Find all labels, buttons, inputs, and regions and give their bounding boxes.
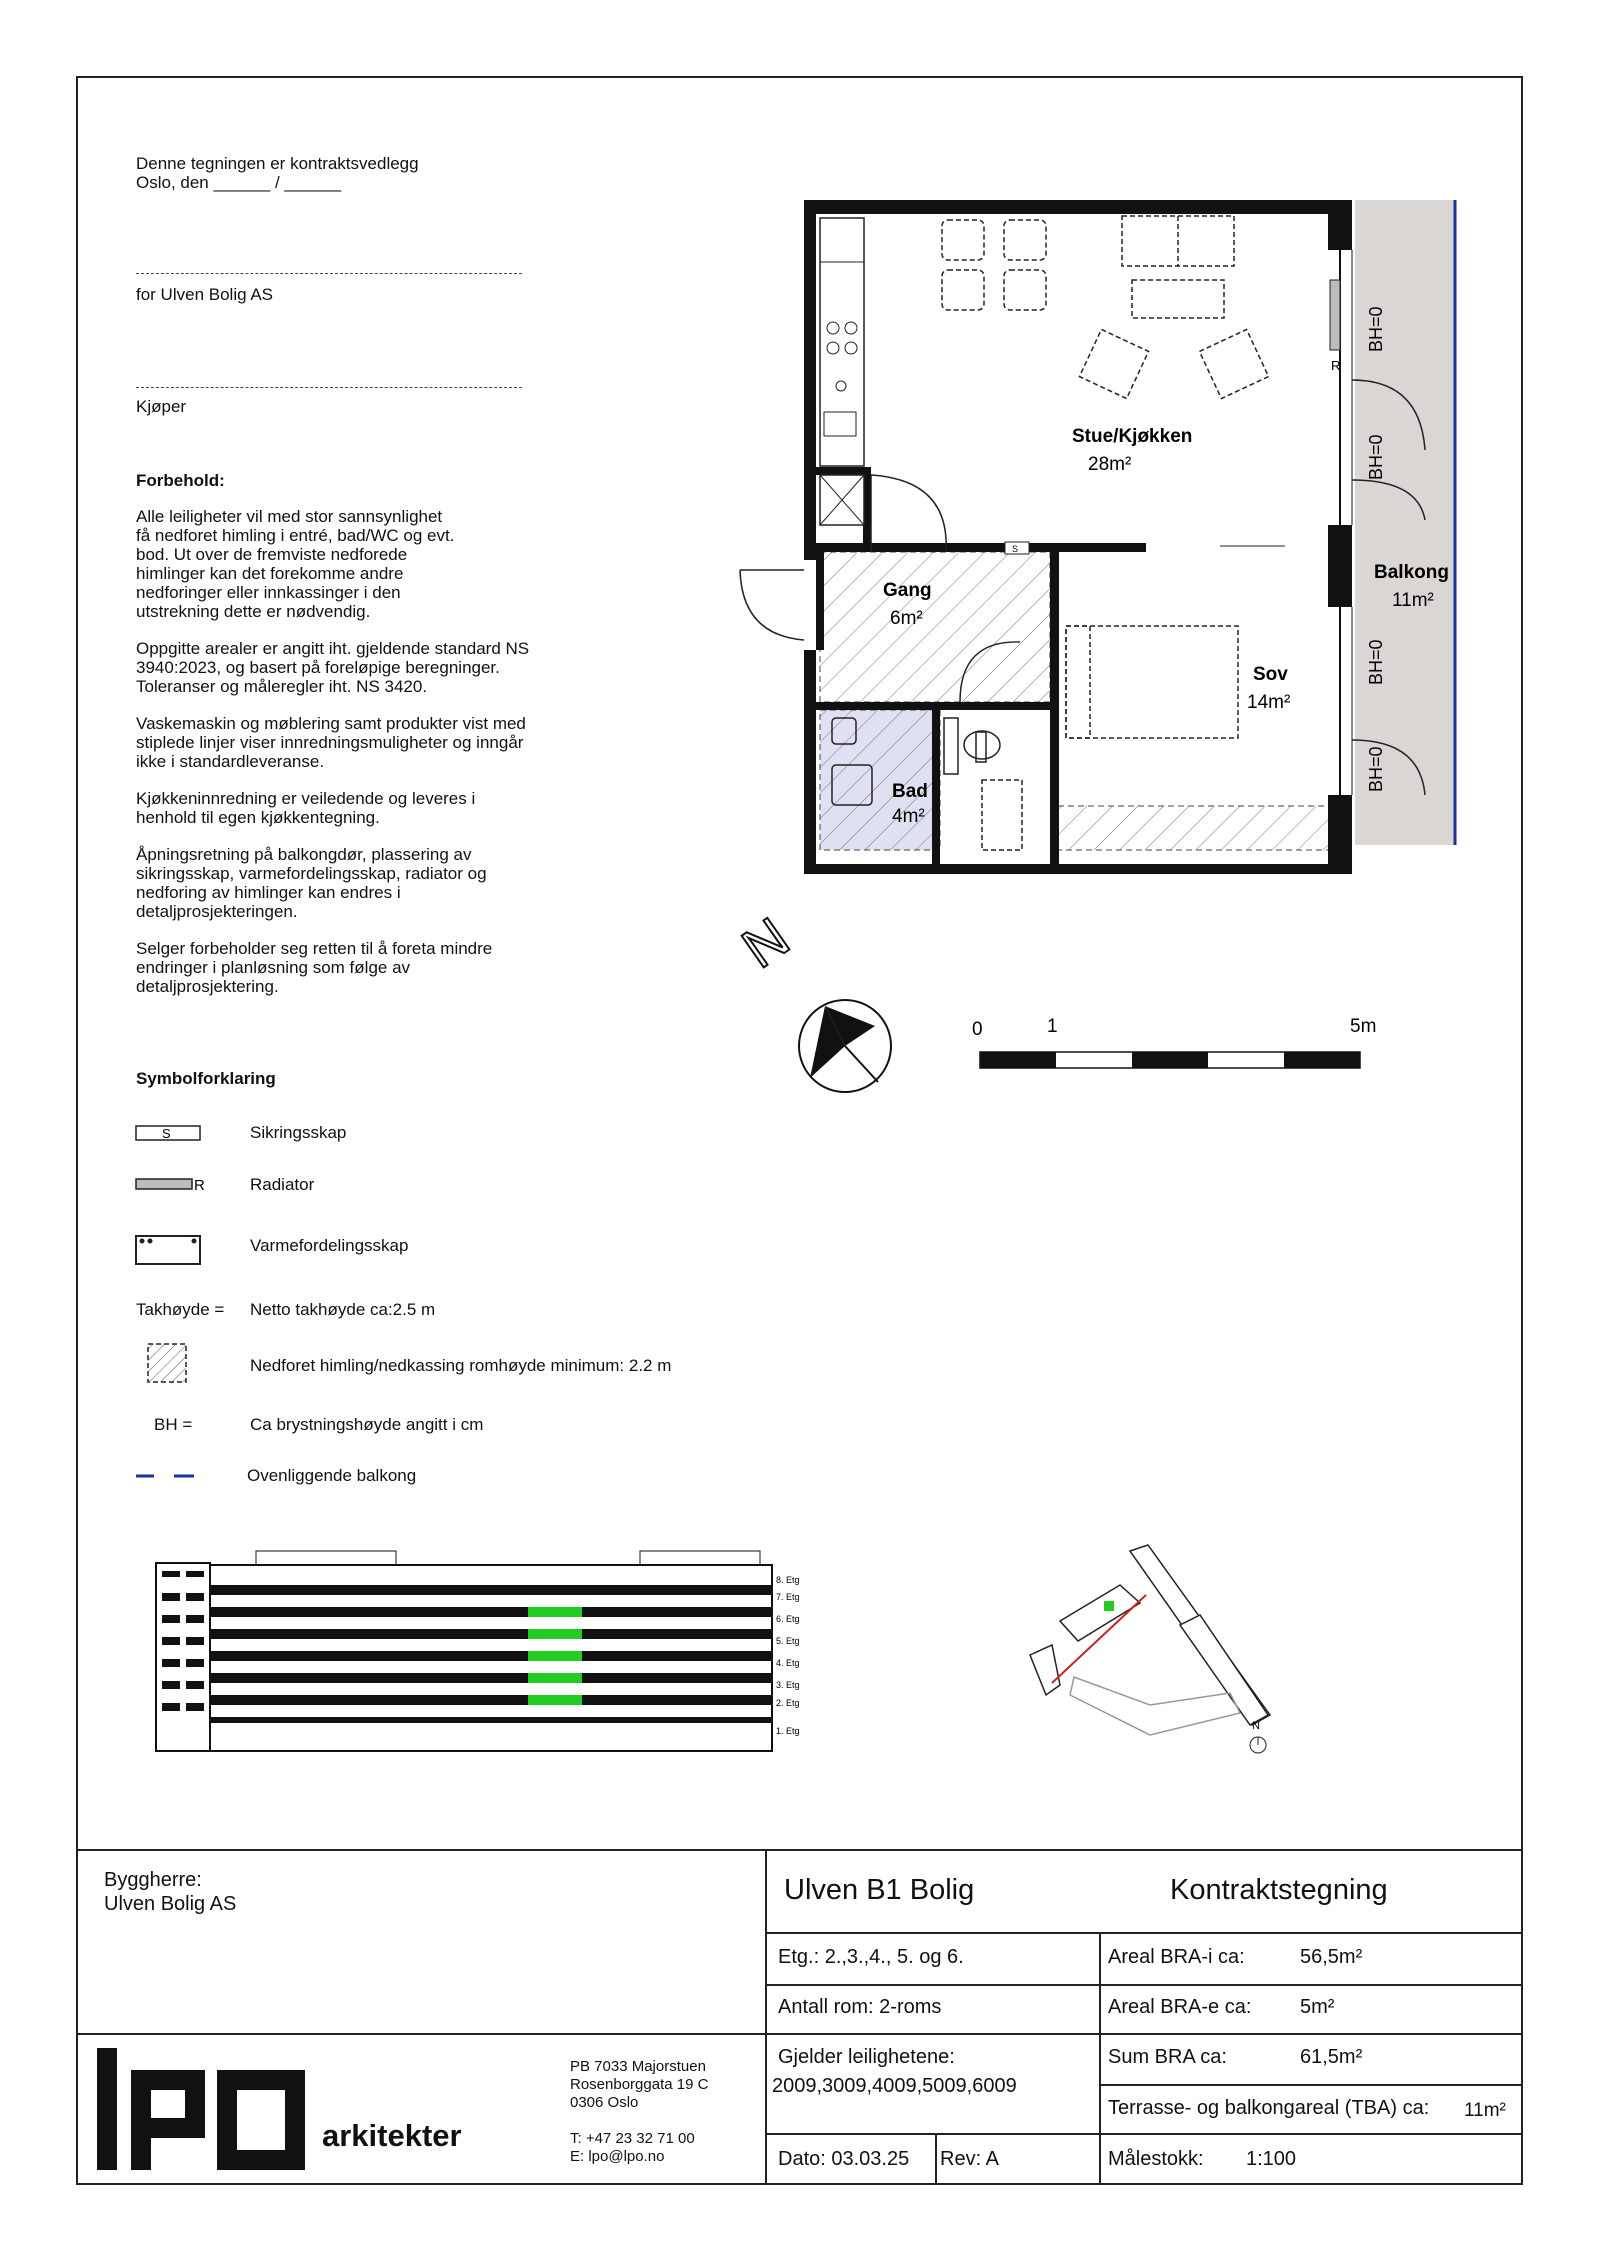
forbehold-line: ikke i standardleveranse. xyxy=(136,752,325,771)
malestokk-label: Målestokk: xyxy=(1108,2148,1204,2170)
legend-title: Symbolforklaring xyxy=(136,1069,276,1088)
dato-info xyxy=(778,2148,909,2171)
forbehold-paragraph xyxy=(136,789,576,827)
titleblock-divider xyxy=(765,2033,1523,2035)
bh-label: BH=0 xyxy=(1366,306,1386,352)
floor-label: 4. Etg xyxy=(776,1658,800,1668)
legend-takhoyde: Netto takhøyde ca:2.5 m xyxy=(250,1300,436,1319)
legend-bh-key: BH = xyxy=(154,1415,193,1434)
legend-takhoyde-key: Takhøyde = xyxy=(136,1300,225,1319)
firm-phone: T: +47 23 32 71 00 xyxy=(570,2130,695,2147)
floor-label: 1. Etg xyxy=(776,1726,800,1736)
room-sov-area: 14m² xyxy=(1247,692,1291,713)
legend-balkong: Ovenliggende balkong xyxy=(247,1466,417,1485)
forbehold-paragraph xyxy=(136,714,576,771)
titleblock-divider xyxy=(765,1932,1523,1934)
titleblock-divider xyxy=(1099,1932,1101,2185)
forbehold-text xyxy=(136,507,576,996)
forbehold-line: himlinger kan det forekomme andre xyxy=(136,564,404,583)
forbehold-line: stiplede linjer viser innredningsmuligheter og inngår xyxy=(136,733,524,752)
scale-bar xyxy=(960,1010,1380,1070)
scale-1: 1 xyxy=(1047,1016,1058,1037)
gjelder-label: Gjelder leilighetene: xyxy=(778,2046,955,2068)
contract-line1: Denne tegningen er kontraktsvedlegg xyxy=(136,154,419,173)
forbehold-line: nedforing av himlinger kan endres i xyxy=(136,883,401,902)
firm-addr1: PB 7033 Majorstuen xyxy=(570,2058,706,2075)
sikring-label: S xyxy=(1012,544,1019,554)
gjelder-value: 2009,3009,4009,5009,6009 xyxy=(772,2075,1017,2097)
signature-line xyxy=(136,387,522,388)
rom-label: Antall rom: xyxy=(778,1996,874,2018)
rom-info xyxy=(778,1996,941,2019)
project-name: Ulven B1 Bolig xyxy=(784,1874,975,1906)
forbehold-paragraph xyxy=(136,939,576,996)
forbehold-line: detaljprosjekteringen. xyxy=(136,902,298,921)
firm-address xyxy=(570,2058,708,2166)
sign-kjoper: Kjøper xyxy=(136,397,187,416)
room-stue: Stue/Kjøkken xyxy=(1072,426,1193,447)
forbehold-line: Selger forbeholder seg retten til å foreta mindre xyxy=(136,939,493,958)
sign-ulven: for Ulven Bolig AS xyxy=(136,285,274,304)
room-gang-area: 6m² xyxy=(890,608,923,629)
bad-floor xyxy=(820,710,940,850)
byggherre-value: Ulven Bolig AS xyxy=(104,1893,237,1915)
forbehold-line: sikringsskap, varmefordelingsskap, radiator og xyxy=(136,864,487,883)
forbehold-line: 3940:2023, og basert på foreløpige beregninger. xyxy=(136,658,500,677)
forbehold-line: Toleranser og måleregler iht. NS 3420. xyxy=(136,677,428,696)
forbehold-line: henhold til egen kjøkkentegning. xyxy=(136,808,380,827)
room-bad-area: 4m² xyxy=(892,806,925,827)
titleblock-border xyxy=(76,1849,1523,1851)
brai-label: Areal BRA-i ca: xyxy=(1108,1946,1245,1968)
compass-n-label: N xyxy=(730,905,801,980)
titleblock-divider xyxy=(765,1984,1523,1986)
firm-email: E: lpo@lpo.no xyxy=(570,2148,665,2165)
rev-info xyxy=(940,2148,999,2171)
forbehold-line: Alle leiligheter vil med stor sannsynlighet xyxy=(136,507,443,526)
building-elevation xyxy=(150,1545,810,1755)
contract-line2: Oslo, den ______ / ______ xyxy=(136,173,342,192)
site-north: N xyxy=(1252,1720,1260,1732)
wardrobe-hatch xyxy=(1058,806,1348,850)
titleblock-divider xyxy=(765,2133,1523,2135)
byggherre-label: Byggherre: xyxy=(104,1869,202,1891)
legend-s-symbol: S xyxy=(162,1126,171,1141)
floor-label: 2. Etg xyxy=(776,1698,800,1708)
rev-label: Rev: xyxy=(940,2148,982,2170)
forbehold-line: detaljprosjektering. xyxy=(136,977,279,996)
brae-value: 5m² xyxy=(1300,1996,1335,2018)
gang-hatch xyxy=(820,552,1050,702)
titleblock-divider xyxy=(935,2133,937,2185)
floor-label: 8. Etg xyxy=(776,1575,800,1585)
dato-label: Dato: xyxy=(778,2148,826,2170)
contract-block xyxy=(136,154,419,192)
tba-label: Terrasse- og balkongareal (TBA) ca: xyxy=(1108,2097,1430,2119)
sum-value: 61,5m² xyxy=(1300,2046,1363,2068)
floor-label: 6. Etg xyxy=(776,1614,800,1624)
forbehold-line: bod. Ut over de fremviste nedforede xyxy=(136,545,408,564)
legend-r-symbol: R xyxy=(194,1177,205,1194)
tba-value: 11m² xyxy=(1464,2100,1506,2121)
room-balkong-area: 11m² xyxy=(1392,590,1434,611)
room-sov: Sov xyxy=(1253,664,1288,685)
firm-addr3: 0306 Oslo xyxy=(570,2094,639,2111)
radiator-label: R xyxy=(1331,358,1341,373)
titleblock-divider xyxy=(1099,2084,1523,2086)
signature-line xyxy=(136,273,522,274)
forbehold-line: nedforinger eller innkassinger i den xyxy=(136,583,401,602)
malestokk-value: 1:100 xyxy=(1246,2148,1297,2170)
document-type: Kontraktstegning xyxy=(1170,1874,1388,1906)
floor-plan xyxy=(720,180,1480,880)
legend-radiator: Radiator xyxy=(250,1175,315,1194)
brae-label: Areal BRA-e ca: xyxy=(1108,1996,1252,2018)
bh-label: BH=0 xyxy=(1366,639,1386,685)
forbehold-line: Vaskemaskin og møblering samt produkter vist med xyxy=(136,714,526,733)
forbehold-line: Oppgitte arealer er angitt iht. gjeldende standard NS xyxy=(136,639,530,658)
scale-5: 5m xyxy=(1350,1016,1377,1037)
legend-bh: Ca brystningshøyde angitt i cm xyxy=(250,1415,484,1434)
floor-label: 7. Etg xyxy=(776,1592,800,1602)
forbehold-line: endringer i planløsning som følge av xyxy=(136,958,411,977)
forbehold-title: Forbehold: xyxy=(136,471,225,490)
legend-nedforet: Nedforet himling/nedkassing romhøyde minimum: 2.2 m xyxy=(250,1356,672,1375)
titleblock-divider xyxy=(76,2033,766,2035)
rev-value: A xyxy=(985,2148,999,2170)
forbehold-paragraph xyxy=(136,639,576,696)
dato-value: 03.03.25 xyxy=(831,2148,910,2170)
brai-value: 56,5m² xyxy=(1300,1946,1363,1968)
forbehold-paragraph xyxy=(136,507,576,621)
forbehold-line: utstrekning dette er nødvendig. xyxy=(136,602,371,621)
forbehold-line: Åpningsretning på balkongdør, plassering av xyxy=(136,845,472,864)
floor-label: 3. Etg xyxy=(776,1680,800,1690)
room-stue-area: 28m² xyxy=(1088,454,1132,475)
forbehold-line: få nedforet himling i entré, bad/WC og evt. xyxy=(136,526,455,545)
scale-0: 0 xyxy=(972,1019,983,1040)
forbehold xyxy=(136,471,576,1014)
floor-label: 5. Etg xyxy=(776,1636,800,1646)
lpo-logo xyxy=(95,2046,315,2176)
north-compass xyxy=(730,905,920,1110)
bh-label: BH=0 xyxy=(1366,434,1386,480)
room-gang: Gang xyxy=(883,580,932,601)
rom-value: 2-roms xyxy=(879,1996,942,2018)
site-key-plan xyxy=(1000,1545,1300,1765)
firm-addr2: Rosenborggata 19 C xyxy=(570,2076,709,2093)
etg-info: Etg.: 2.,3.,4., 5. og 6. xyxy=(778,1946,964,1968)
room-bad: Bad xyxy=(892,781,928,802)
sum-label: Sum BRA ca: xyxy=(1108,2046,1227,2068)
firm-name: arkitekter xyxy=(322,2118,462,2153)
bh-label: BH=0 xyxy=(1366,746,1386,792)
legend-varme: Varmefordelingsskap xyxy=(250,1236,409,1255)
forbehold-paragraph xyxy=(136,845,576,921)
byggherre-block xyxy=(104,1868,236,1916)
forbehold-line: Kjøkkeninnredning er veiledende og leveres i xyxy=(136,789,476,808)
legend-sikringsskap: Sikringsskap xyxy=(250,1123,347,1142)
room-balkong: Balkong xyxy=(1374,562,1449,583)
